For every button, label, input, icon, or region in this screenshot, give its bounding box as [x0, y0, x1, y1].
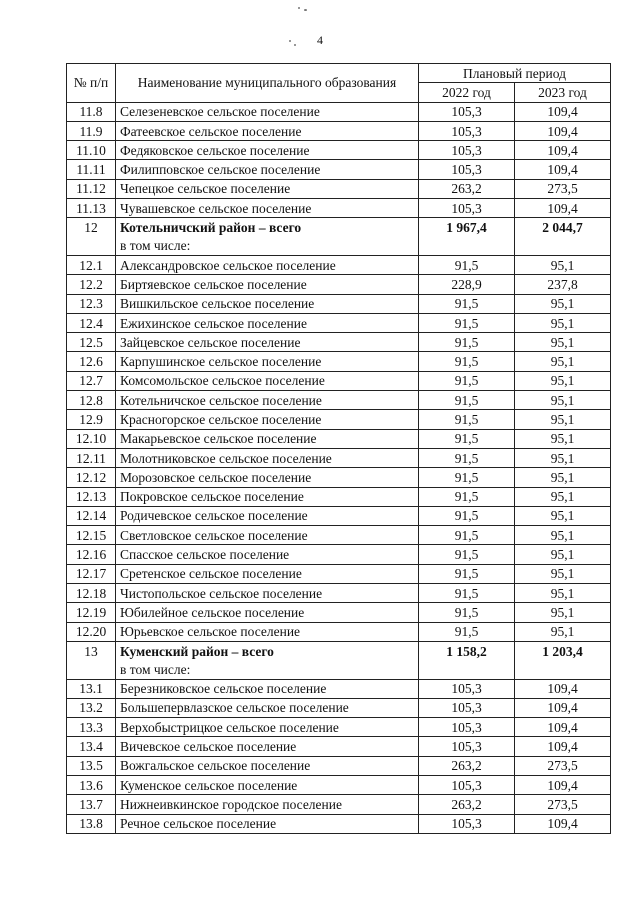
- table-row: [67, 487, 611, 506]
- row-number: 13.7: [67, 795, 116, 814]
- row-number: 12.16: [67, 545, 116, 564]
- municipality-name: Ежихинское сельское поселение: [116, 313, 419, 332]
- row-number: 12.6: [67, 352, 116, 371]
- table-row: [67, 294, 611, 313]
- value-2022: 91,5: [419, 545, 515, 564]
- municipality-name: Юбилейное сельское поселение: [116, 603, 419, 622]
- page-number: 4: [317, 33, 323, 47]
- table-row: [67, 622, 611, 641]
- municipality-name: Чувашевское сельское поселение: [116, 199, 419, 218]
- table-row: [67, 545, 611, 564]
- municipality-name: Филипповское сельское поселение: [116, 160, 419, 179]
- value-2022: 91,5: [419, 391, 515, 410]
- value-2022: 91,5: [419, 255, 515, 274]
- municipality-name: Покровское сельское поселение: [116, 487, 419, 506]
- value-2022: 105,3: [419, 679, 515, 698]
- table-row: [67, 410, 611, 429]
- subheading-row: [67, 660, 611, 679]
- row-number: 12.15: [67, 526, 116, 545]
- value-2023: 1 203,4: [515, 641, 611, 660]
- municipality-name: Речное сельское поселение: [116, 814, 419, 833]
- municipality-name: Березниковское сельское поселение: [116, 679, 419, 698]
- value-2023: 109,4: [515, 698, 611, 717]
- value-2023: 95,1: [515, 391, 611, 410]
- value-2023: 95,1: [515, 255, 611, 274]
- value-2023: 109,4: [515, 121, 611, 140]
- value-2022: 105,3: [419, 160, 515, 179]
- district-total-row: [67, 218, 611, 237]
- value-2023: 95,1: [515, 313, 611, 332]
- table-row: [67, 468, 611, 487]
- value-2022: [419, 237, 515, 256]
- value-2023: 95,1: [515, 603, 611, 622]
- table-row: [67, 603, 611, 622]
- table-row: [67, 371, 611, 390]
- header-num: № п/п: [67, 64, 116, 103]
- value-2023: 95,1: [515, 371, 611, 390]
- municipality-name: Фатеевское сельское поселение: [116, 121, 419, 140]
- value-2023: 95,1: [515, 468, 611, 487]
- table-row: [67, 526, 611, 545]
- table-row: [67, 564, 611, 583]
- row-number: 12.17: [67, 564, 116, 583]
- value-2023: 95,1: [515, 584, 611, 603]
- value-2022: 91,5: [419, 584, 515, 603]
- municipality-name: в том числе:: [116, 237, 419, 256]
- row-number: 12.20: [67, 622, 116, 641]
- value-2023: 95,1: [515, 410, 611, 429]
- municipality-name: Комсомольское сельское поселение: [116, 371, 419, 390]
- value-2023: 109,4: [515, 775, 611, 794]
- value-2022: 1 158,2: [419, 641, 515, 660]
- value-2023: 273,5: [515, 179, 611, 198]
- municipality-name: Котельничское сельское поселение: [116, 391, 419, 410]
- row-number: 12.5: [67, 333, 116, 352]
- value-2023: 95,1: [515, 294, 611, 313]
- value-2022: 1 967,4: [419, 218, 515, 237]
- value-2023: 95,1: [515, 564, 611, 583]
- table-row: [67, 429, 611, 448]
- value-2023: 109,4: [515, 718, 611, 737]
- row-number: 12.9: [67, 410, 116, 429]
- value-2023: 109,4: [515, 679, 611, 698]
- value-2022: [419, 660, 515, 679]
- scan-speck: [298, 7, 300, 9]
- municipality-name: Светловское сельское поселение: [116, 526, 419, 545]
- municipality-name: Александровское сельское поселение: [116, 255, 419, 274]
- value-2022: 263,2: [419, 179, 515, 198]
- header-year-2022: 2022 год: [419, 83, 515, 102]
- municipality-name: Зайцевское сельское поселение: [116, 333, 419, 352]
- table-row: [67, 199, 611, 218]
- table-row: [67, 333, 611, 352]
- table-row: [67, 121, 611, 140]
- municipality-name: Большепервлазское сельское поселение: [116, 698, 419, 717]
- table-row: [67, 448, 611, 467]
- value-2023: [515, 237, 611, 256]
- value-2023: 95,1: [515, 333, 611, 352]
- value-2023: 109,4: [515, 199, 611, 218]
- municipality-name: Чистопольское сельское поселение: [116, 584, 419, 603]
- value-2022: 91,5: [419, 333, 515, 352]
- row-number: 13.3: [67, 718, 116, 737]
- table-row: [67, 775, 611, 794]
- table-row: [67, 506, 611, 525]
- table-row: [67, 679, 611, 698]
- municipality-name: Биртяевское сельское поселение: [116, 275, 419, 294]
- header-year-2023: 2023 год: [515, 83, 611, 102]
- row-number: 13: [67, 641, 116, 660]
- municipality-name: Вишкильское сельское поселение: [116, 294, 419, 313]
- value-2022: 105,3: [419, 775, 515, 794]
- value-2022: 228,9: [419, 275, 515, 294]
- row-number: 13.1: [67, 679, 116, 698]
- row-number: 12.13: [67, 487, 116, 506]
- value-2022: 105,3: [419, 199, 515, 218]
- row-number: 13.8: [67, 814, 116, 833]
- municipality-name: Вичевское сельское поселение: [116, 737, 419, 756]
- row-number: 12.18: [67, 584, 116, 603]
- value-2022: 105,3: [419, 102, 515, 121]
- value-2023: 95,1: [515, 506, 611, 525]
- row-number: 12.14: [67, 506, 116, 525]
- municipality-name: Чепецкое сельское поселение: [116, 179, 419, 198]
- scan-speck: [289, 40, 291, 42]
- district-total-row: [67, 641, 611, 660]
- municipality-name: Вожгальское сельское поселение: [116, 756, 419, 775]
- row-number: 11.13: [67, 199, 116, 218]
- row-number: 12: [67, 218, 116, 237]
- value-2023: 2 044,7: [515, 218, 611, 237]
- row-number: 12.11: [67, 448, 116, 467]
- municipality-name: Куменский район – всего: [116, 641, 419, 660]
- table-row: [67, 255, 611, 274]
- value-2022: 91,5: [419, 294, 515, 313]
- value-2022: 91,5: [419, 410, 515, 429]
- row-number: 11.11: [67, 160, 116, 179]
- value-2022: 91,5: [419, 564, 515, 583]
- municipality-name: Юрьевское сельское поселение: [116, 622, 419, 641]
- scan-speck: [304, 9, 307, 11]
- value-2022: 105,3: [419, 698, 515, 717]
- row-number: 12.7: [67, 371, 116, 390]
- value-2022: 91,5: [419, 468, 515, 487]
- municipality-name: Селезеневское сельское поселение: [116, 102, 419, 121]
- value-2022: 91,5: [419, 352, 515, 371]
- row-number: 11.12: [67, 179, 116, 198]
- row-number: 11.10: [67, 141, 116, 160]
- value-2022: 263,2: [419, 795, 515, 814]
- row-number: 13.5: [67, 756, 116, 775]
- value-2022: 91,5: [419, 603, 515, 622]
- row-number: 12.1: [67, 255, 116, 274]
- budget-table: [66, 63, 611, 834]
- table-row: [67, 102, 611, 121]
- value-2022: 91,5: [419, 622, 515, 641]
- value-2022: 91,5: [419, 448, 515, 467]
- table-row: [67, 795, 611, 814]
- municipality-name: Родичевское сельское поселение: [116, 506, 419, 525]
- row-number: 12.19: [67, 603, 116, 622]
- row-number: 12.12: [67, 468, 116, 487]
- table-row: [67, 718, 611, 737]
- value-2022: 105,3: [419, 814, 515, 833]
- subheading-row: [67, 237, 611, 256]
- table-row: [67, 141, 611, 160]
- table-body: [67, 102, 611, 833]
- value-2022: 91,5: [419, 371, 515, 390]
- row-number: 11.8: [67, 102, 116, 121]
- value-2022: 91,5: [419, 487, 515, 506]
- row-number: [67, 237, 116, 256]
- municipality-name: Спасское сельское поселение: [116, 545, 419, 564]
- municipality-name: Карпушинское сельское поселение: [116, 352, 419, 371]
- municipality-name: Морозовское сельское поселение: [116, 468, 419, 487]
- value-2022: 105,3: [419, 141, 515, 160]
- municipality-name: в том числе:: [116, 660, 419, 679]
- value-2023: 109,4: [515, 737, 611, 756]
- value-2023: 109,4: [515, 160, 611, 179]
- value-2023: 95,1: [515, 487, 611, 506]
- value-2023: 109,4: [515, 814, 611, 833]
- value-2023: [515, 660, 611, 679]
- value-2022: 91,5: [419, 313, 515, 332]
- value-2023: 95,1: [515, 545, 611, 564]
- row-number: 13.6: [67, 775, 116, 794]
- value-2022: 105,3: [419, 737, 515, 756]
- municipality-name: Красногорское сельское поселение: [116, 410, 419, 429]
- row-number: 12.10: [67, 429, 116, 448]
- value-2022: 105,3: [419, 121, 515, 140]
- value-2023: 95,1: [515, 448, 611, 467]
- value-2022: 91,5: [419, 506, 515, 525]
- table-row: [67, 391, 611, 410]
- municipality-name: Сретенское сельское поселение: [116, 564, 419, 583]
- value-2023: 273,5: [515, 756, 611, 775]
- value-2022: 263,2: [419, 756, 515, 775]
- table-row: [67, 698, 611, 717]
- municipality-name: Молотниковское сельское поселение: [116, 448, 419, 467]
- value-2023: 273,5: [515, 795, 611, 814]
- header-name: Наименование муниципального образования: [116, 64, 419, 103]
- table-row: [67, 313, 611, 332]
- table-row: [67, 352, 611, 371]
- value-2023: 95,1: [515, 429, 611, 448]
- municipality-name: Куменское сельское поселение: [116, 775, 419, 794]
- municipality-name: Нижнеивкинское городское поселение: [116, 795, 419, 814]
- value-2022: 105,3: [419, 718, 515, 737]
- row-number: 12.8: [67, 391, 116, 410]
- value-2023: 95,1: [515, 526, 611, 545]
- table-row: [67, 275, 611, 294]
- value-2023: 109,4: [515, 102, 611, 121]
- value-2023: 109,4: [515, 141, 611, 160]
- row-number: 13.4: [67, 737, 116, 756]
- value-2022: 91,5: [419, 429, 515, 448]
- value-2023: 237,8: [515, 275, 611, 294]
- table-row: [67, 756, 611, 775]
- row-number: 13.2: [67, 698, 116, 717]
- header-period: Плановый период: [419, 64, 611, 83]
- table-row: [67, 160, 611, 179]
- municipality-name: Федяковское сельское поселение: [116, 141, 419, 160]
- row-number: 12.2: [67, 275, 116, 294]
- value-2023: 95,1: [515, 622, 611, 641]
- table-row: [67, 584, 611, 603]
- table-row: [67, 737, 611, 756]
- row-number: 11.9: [67, 121, 116, 140]
- municipality-name: Макарьевское сельское поселение: [116, 429, 419, 448]
- value-2023: 95,1: [515, 352, 611, 371]
- table-row: [67, 179, 611, 198]
- municipality-name: Котельничский район – всего: [116, 218, 419, 237]
- scan-speck: [294, 44, 296, 46]
- table-row: [67, 814, 611, 833]
- municipality-name: Верхобыстрицкое сельское поселение: [116, 718, 419, 737]
- row-number: [67, 660, 116, 679]
- row-number: 12.4: [67, 313, 116, 332]
- row-number: 12.3: [67, 294, 116, 313]
- value-2022: 91,5: [419, 526, 515, 545]
